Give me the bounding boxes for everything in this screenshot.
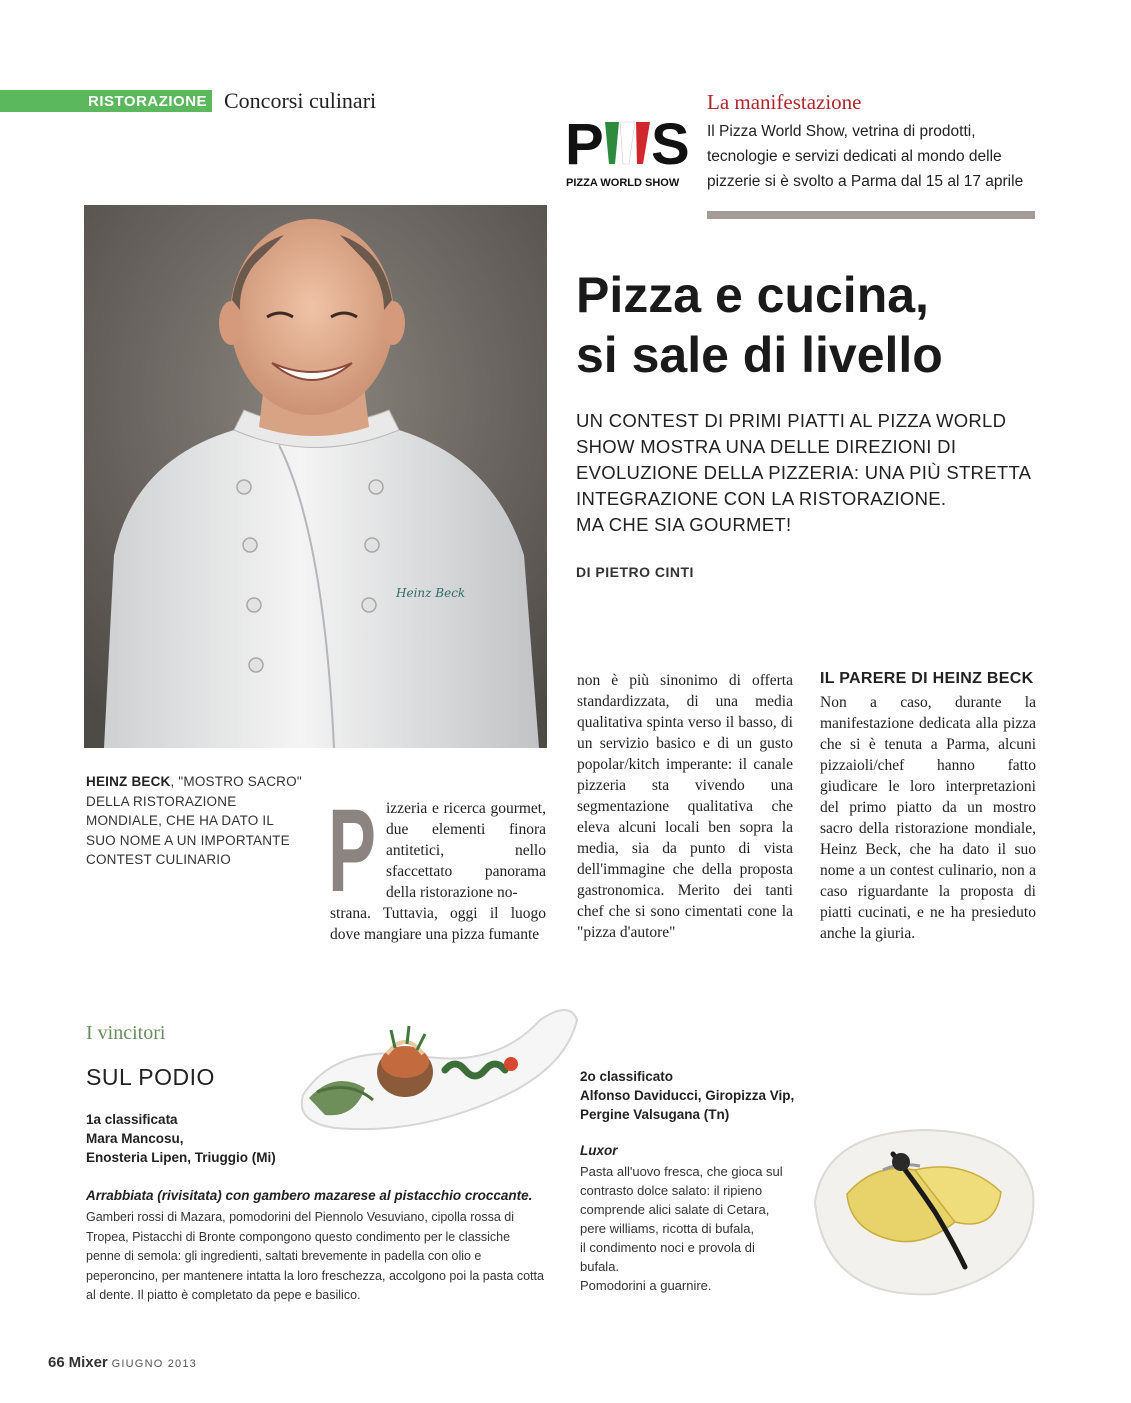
magazine-name: Mixer <box>68 1354 108 1371</box>
second-dish-line: Pasta all'uovo fresca, che gioca sul <box>580 1164 783 1179</box>
second-dish-title: Luxor <box>580 1143 618 1158</box>
first-place-venue: Enosteria Lipen, Triuggio (Mi) <box>86 1150 276 1165</box>
event-rule <box>707 211 1035 219</box>
page-footer <box>48 1354 197 1371</box>
pws-logo <box>565 112 691 192</box>
first-dish-description: Gamberi rossi di Mazara, pomodorini del Piennolo Vesuviano, cipolla rossa di Tropea, Pistacchi di Bronte compongono questo condimento per le classiche penne di semola: gli ingredienti, saltati brevemente in padella con olio e peperoncino, per mantenere intatta la loro freschezza, accolgono poi la pasta cotta al dente. Il piatto è completato da pepe e basilico. <box>86 1210 544 1302</box>
event-title: La manifestazione <box>707 90 862 114</box>
first-dish-photo <box>295 1000 580 1135</box>
caption-text: , "MOSTRO SACRO" DELLA RISTORAZIONE MONDIALE, CHE HA DATO IL SUO NOME A UN IMPORTANTE CONTEST CULINARIO <box>86 774 302 867</box>
winners-kicker: I vincitori <box>86 1022 166 1044</box>
event-text <box>707 119 1042 194</box>
byline: DI PIETRO CINTI <box>576 564 694 580</box>
second-dish-line: il condimento noci e provola di <box>580 1240 755 1255</box>
caption-name: HEINZ BECK <box>86 774 171 789</box>
second-dish-line: Pomodorini a guarnire. <box>580 1278 712 1293</box>
first-dish-title: Arrabbiata (rivisitata) con gambero mazarese al pistacchio croccante. <box>86 1188 533 1203</box>
second-place-name: Alfonso Daviducci, Giropizza Vip, <box>580 1088 795 1103</box>
second-dish-line: bufala. <box>580 1259 620 1274</box>
second-place-venue: Pergine Valsugana (Tn) <box>580 1107 730 1122</box>
logo-letter-p: P <box>565 112 604 177</box>
logo-letter-s: S <box>651 112 690 177</box>
article-col1-first: izzeria e ricerca gourmet, due elementi finora antitetici, nello sfaccettato panorama della ristorazione no- <box>386 800 546 901</box>
second-place-rank: 2o classificato <box>580 1069 674 1084</box>
subhead <box>576 408 1036 538</box>
headline-line: si sale di livello <box>576 327 943 383</box>
logo-w-mark <box>605 122 650 164</box>
event-line: tecnologie e servizi dedicati al mondo delle <box>707 148 1002 165</box>
logo-caption: PIZZA WORLD SHOW <box>566 177 680 189</box>
second-dish-photo <box>805 1122 1040 1300</box>
second-dish-line: contrasto dolce salato: il ripieno <box>580 1183 763 1198</box>
page-number: 66 <box>48 1354 65 1371</box>
second-dish-line: comprende alici salate di Cetara, <box>580 1202 770 1217</box>
photo-caption <box>86 772 306 870</box>
article-col3: Non a caso, durante la manifestazione dedicata alla pizza che si è tenuta a Parma, alcuni pizzaioli/chef hanno fatto giudicare le loro interpretazioni del primo piatto da un mostro sacro della ristorazione mondiale, Heinz Beck, che ha dato il suo nome a un contest culinario, non a caso riguardante la proposta di piatti cucinati, e ne ha presieduto anche la giuria. <box>820 694 1036 942</box>
first-place-rank: 1a classificata <box>86 1112 178 1127</box>
event-line: Il Pizza World Show, vetrina di prodotti, <box>707 123 976 140</box>
first-place-name: Mara Mancosu, <box>86 1131 184 1146</box>
dropcap <box>328 785 376 917</box>
article-col3-heading: IL PARERE DI HEINZ BECK <box>820 670 1034 687</box>
headline <box>576 265 1096 385</box>
headline-line: Pizza e cucina, <box>576 267 929 323</box>
subhead-line: EVOLUZIONE DELLA PIZZERIA: UNA PIÙ STRETTA <box>576 462 1032 483</box>
subhead-line: UN CONTEST DI PRIMI PIATTI AL PIZZA WORLD <box>576 410 1007 431</box>
article-col2: non è più sinonimo di offerta standardizzata, di una media qualitativa spinta verso il basso, di un servizio basico e di un gusto popolar/kitch imperante: il canale pizzeria sta vivendo una segmentazione qualitativa che eleva alcuni locali ben sopra la media, sia da punto di vista dell'immagine che della proposta gastronomica. Merito dei tanti chef che si sono cimentati cone la "pizza d'autore" <box>577 672 793 941</box>
second-dish-line: pere williams, ricotta di bufala, <box>580 1221 755 1236</box>
second-place-info <box>580 1067 794 1124</box>
event-line: pizzerie si è svolto a Parma dal 15 al 17 aprile <box>707 173 1024 190</box>
chef-photo <box>84 205 547 748</box>
first-place-info <box>86 1110 276 1167</box>
winners-title: SUL PODIO <box>86 1064 215 1090</box>
dropcap-letter: P <box>328 785 376 917</box>
second-dish-description <box>580 1162 810 1295</box>
article-col1-rest: strana. Tuttavia, oggi il luogo dove mangiare una pizza fumante <box>330 905 546 943</box>
jacket-embroidery: Heinz Beck <box>396 586 466 600</box>
subhead-line: MA CHE SIA GOURMET! <box>576 514 792 535</box>
issue-date: GIUGNO 2013 <box>111 1358 197 1370</box>
section-tag: RISTORAZIONE <box>88 93 208 110</box>
section-title: Concorsi culinari <box>224 88 377 113</box>
subhead-line: SHOW MOSTRA UNA DELLE DIREZIONI DI <box>576 436 957 457</box>
subhead-line: INTEGRAZIONE CON LA RISTORAZIONE. <box>576 488 947 509</box>
